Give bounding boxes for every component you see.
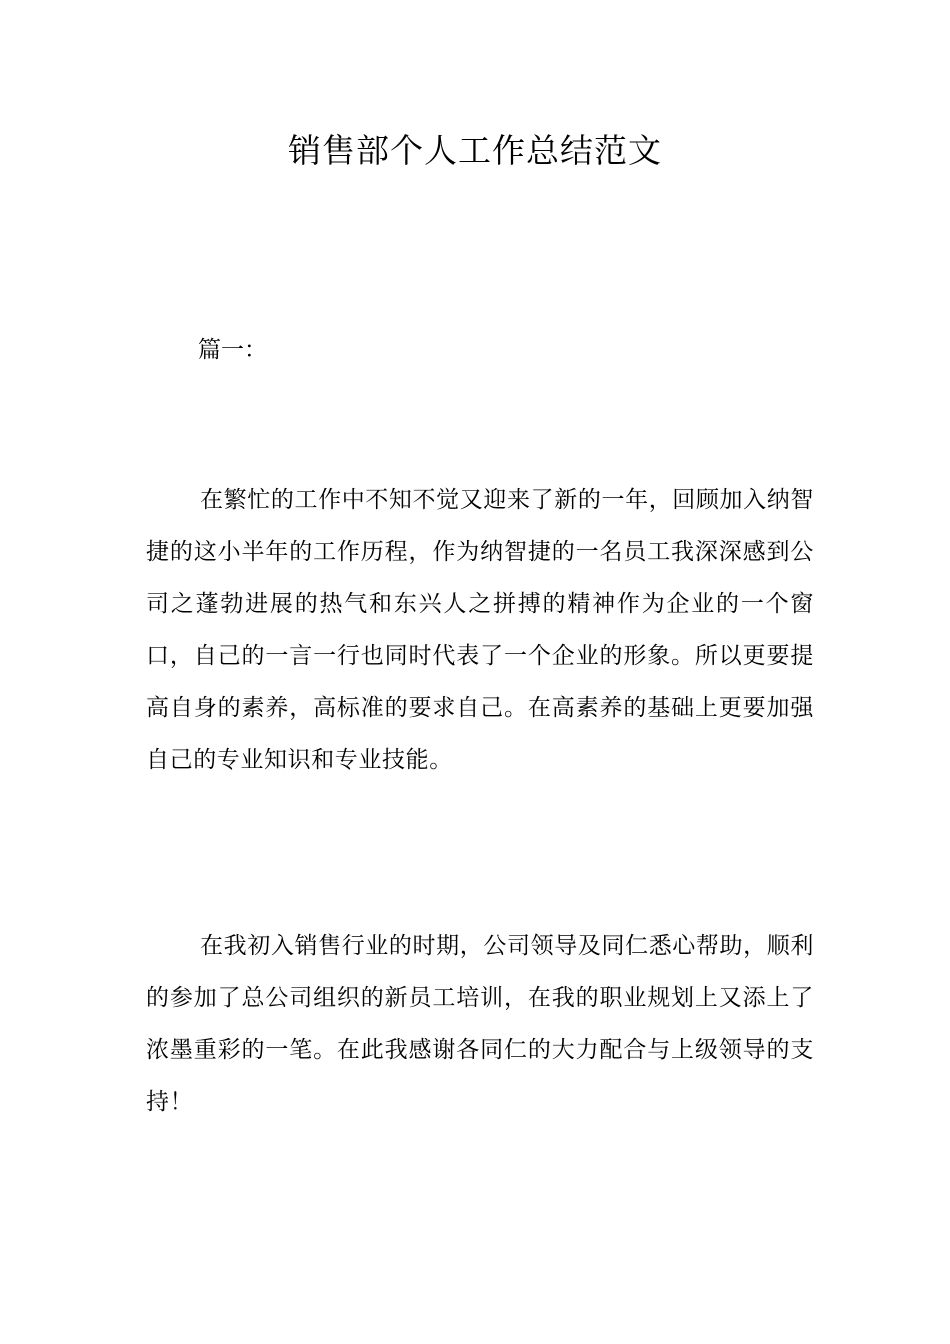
section-label: 篇一： bbox=[198, 337, 267, 363]
body-paragraph-2: 在我初入销售行业的时期，公司领导及同仁悉心帮助，顺利的参加了总公司组织的新员工培训，在我的职业规划上又添上了浓墨重彩的一笔。在此我感谢各同仁的大力配合与上级领导的支持！ bbox=[146, 933, 814, 1115]
body-paragraph-1: 在繁忙的工作中不知不觉又迎来了新的一年，回顾加入纳智捷的这小半年的工作历程，作为纳智捷的一名员工我深深感到公司之蓬勃进展的热气和东兴人之拼搏的精神作为企业的一个窗口，自己的一言一行也同时代表了一个企业的形象。所以更要提高自身的素养，高标准的要求自己。在高素养的基础上更要加强自己的专业知识和专业技能。 bbox=[146, 487, 814, 773]
page-title: 销售部个人工作总结范文 bbox=[288, 131, 662, 170]
